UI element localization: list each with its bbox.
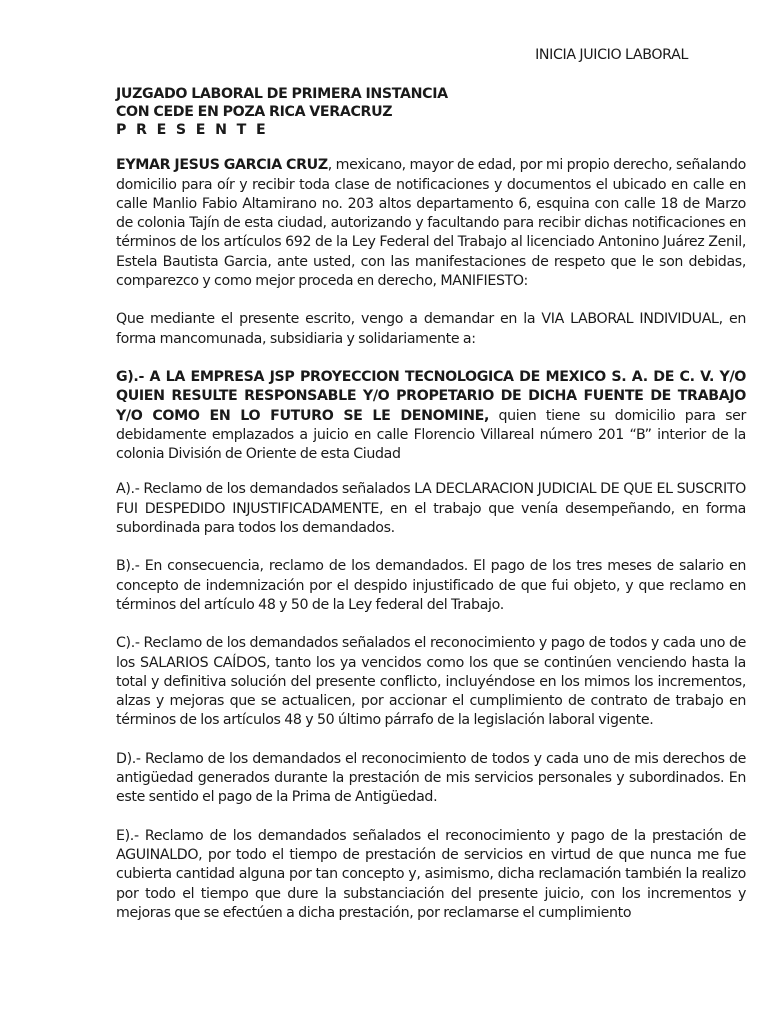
- addressee-court: JUZGADO LABORAL DE PRIMERA INSTANCIA: [116, 86, 448, 103]
- document-body: [116, 46, 746, 942]
- plaintiff-name: EYMAR JESUS GARCIA CRUZ: [116, 157, 328, 174]
- document-heading: INICIA JUICIO LABORAL: [535, 47, 688, 63]
- addressee-present: P R E S E N T E: [116, 122, 269, 139]
- addressee-block: [116, 85, 746, 139]
- claim-e-paragraph: E).- Reclamo de los demandados señalados el reconocimiento y pago de la prestación de AGUINALDO, por todo el tiempo de prestación de servicios en virtud de que nunca me fue cubierta cantidad alguna por tan concepto y, asimismo, dicha reclamación también la realizo por todo el tiempo que dure la substanciación del presente juicio, con los incrementos y mejoras que se efectúen a dicha prestación, por reclamarse el cumplimiento: [116, 827, 746, 921]
- claim-b-paragraph: B).- En consecuencia, reclamo de los demandados. El pago de los tres meses de salario en concepto de indemnización por el despido injustificado de que fui objeto, y que reclamo en términos del artículo 48 y 50 de la Ley federal del Trabajo.: [116, 558, 746, 613]
- claim-c-paragraph: C).- Reclamo de los demandados señalados el reconocimiento y pago de todos y cada uno de los SALARIOS CAÍDOS, tanto los ya vencidos como los que se continúen venciendo hasta la total y definitiva solución del presente conflicto, incluyéndose en los mimos los incrementos, alzas y mejoras que se actualicen, por accionar el cumplimiento de contrato de trabajo en términos de los artículos 48 y 50 último párrafo de la legislación laboral vigente.: [116, 635, 746, 729]
- defendant-text: quien tiene su domicilio para ser debidamente emplazados a juicio en calle Florencio Villareal número 201 “B” interior de la colonia División de Oriente de esta Ciudad: [116, 407, 746, 463]
- demand-intro-paragraph: Que mediante el presente escrito, vengo a demandar en la VIA LABORAL INDIVIDUAL, en forma mancomunada, subsidiaria y solidariamente a:: [116, 311, 746, 347]
- defendant-name: G).- A LA EMPRESA JSP PROYECCION TECNOLOGICA DE MEXICO S. A. DE C. V. Y/O QUIEN RESULTE RESPONSABLE Y/O PROPETARIO DE DICHA FUENTE DE TRABAJO Y/O COMO EN LO FUTURO SE LE DENOMINE,: [116, 368, 746, 424]
- claim-d-paragraph: D).- Reclamo de los demandados el reconocimiento de todos y cada uno de mis derechos de antigüedad generados durante la prestación de mis servicios personales y subordinados. En este sentido el pago de la Prima de Antigüedad.: [116, 750, 746, 806]
- claim-a-paragraph: A).- Reclamo de los demandados señalados LA DECLARACION JUDICIAL DE QUE EL SUSCRITO FUI DESPEDIDO INJUSTIFICADAMENTE, en el trabajo que venía desempeñando, en forma subordinada para todos los demandados.: [116, 481, 746, 537]
- intro-text: , mexicano, mayor de edad, por mi propio derecho, señalando domicilio para oír y recibir toda clase de notificaciones y documentos el ubicado en calle en calle Manlio Fabio Altamirano no. 203 altos departamento 6, esquina con calle 18 de Marzo de colonia Tajín de esta ciudad, autorizando y facultando para recibir dichas notificaciones en términos de los artículos 692 de la Ley Federal del Trabajo al licenciado Antonino Juárez Zenil, Estela Bautista Garcia, ante usted, con las manifestaciones de respeto que le son debidas, comparezco y como mejor proceda en derecho, MANIFIESTO:: [116, 157, 746, 290]
- defendant-paragraph: [116, 368, 746, 464]
- intro-paragraph: [116, 156, 746, 291]
- addressee-location: CON CEDE EN POZA RICA VERACRUZ: [116, 104, 393, 121]
